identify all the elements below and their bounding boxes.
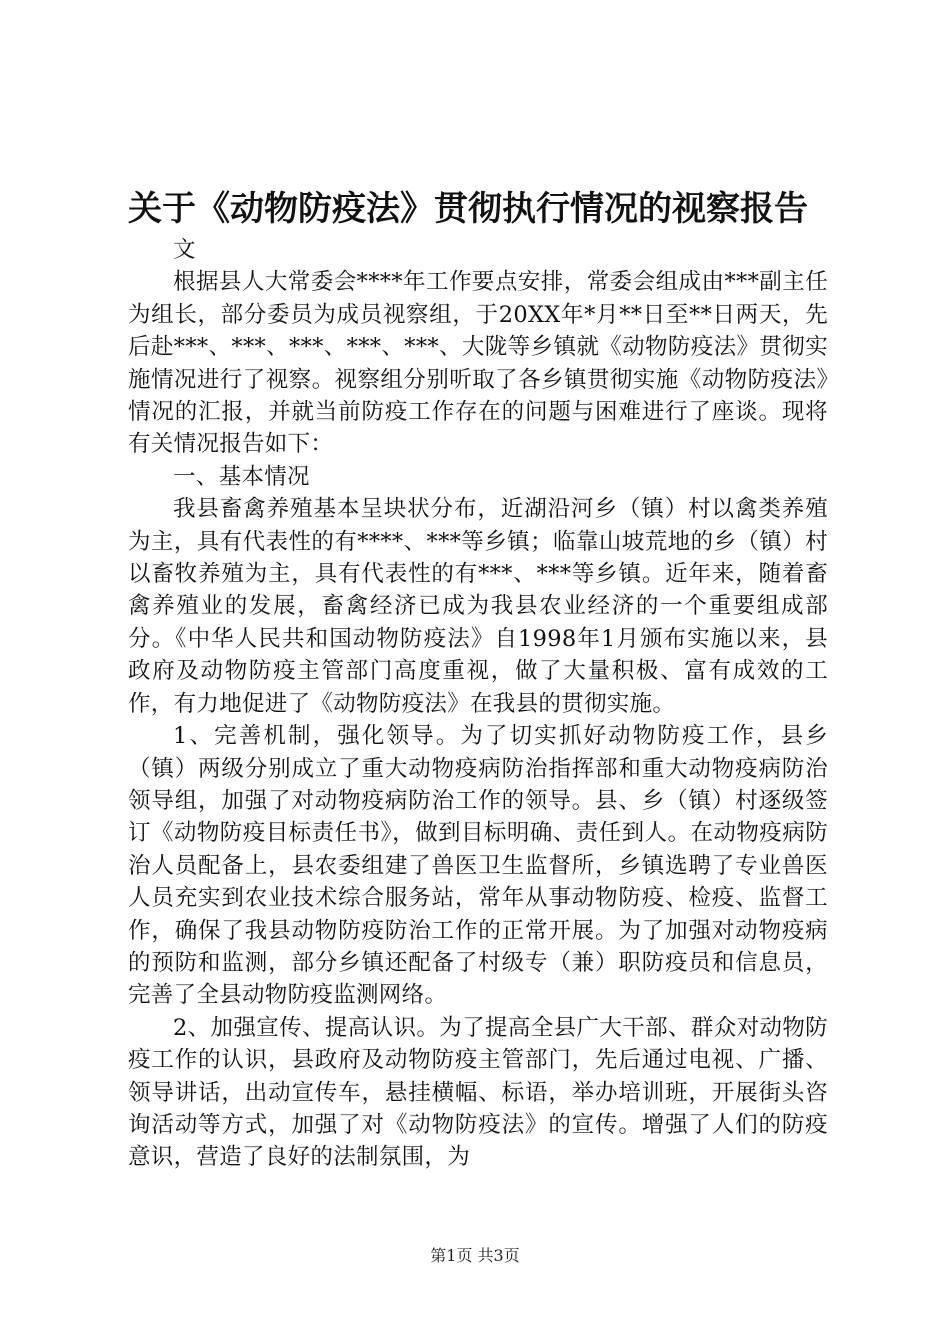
- item-1-paragraph: 1、完善机制，强化领导。为了切实抓好动物防疫工作，县乡（镇）两级分别成立了重大动物疫病防治指挥部和重大动物疫病防治领导组，加强了对动物疫病防治工作的领导。县、乡（镇）村逐级签订《动物防疫目标责任书》，做到目标明确、责任到人。在动物疫病防治人员配备上，县农委组建了兽医卫生监督所，乡镇选聘了专业兽医人员充实到农业技术综合服务站，常年从事动物防疫、检疫、监督工作，确保了我县动物防疫防治工作的正常开展。为了加强对动物疫病的预防和监测，部分乡镇还配备了村级专（兼）职防疫员和信息员，完善了全县动物防疫监测网络。: [128, 723, 828, 1009]
- document-title: 关于《动物防疫法》贯彻执行情况的视察报告: [128, 189, 808, 229]
- basic-situation-paragraph: 我县畜禽养殖基本呈块状分布，近湖沿河乡（镇）村以禽类养殖为主，具有代表性的有****、***等乡镇；临靠山坡荒地的乡（镇）村以畜牧养殖为主，具有代表性的有***、***等乡镇。近年来，随着畜禽养殖业的发展，畜禽经济已成为我县农业经济的一个重要组成部分。《中华人民共和国动物防疫法》自1998年1月颁布实施以来，县政府及动物防疫主管部门高度重视，做了大量积极、富有成效的工作，有力地促进了《动物防疫法》在我县的贯彻实施。: [128, 496, 828, 717]
- intro-paragraph: 根据县人大常委会****年工作要点安排，常委会组成由***副主任为组长，部分委员为成员视察组，于20XX年*月**日至**日两天，先后赴***、***、***、***、***、大陇等乡镇就《动物防疫法》贯彻实施情况进行了视察。视察组分别听取了各乡镇贯彻实施《动物防疫法》情况的汇报，并就当前防疫工作存在的问题与困难进行了座谈。现将有关情况报告如下：: [128, 269, 828, 458]
- document-body: [128, 234, 828, 1174]
- item-2-paragraph: 2、加强宣传、提高认识。为了提高全县广大干部、群众对动物防疫工作的认识，县政府及动物防疫主管部门，先后通过电视、广播、领导讲话，出动宣传车，悬挂横幅、标语，举办培训班，开展街头咨询活动等方式，加强了对《动物防疫法》的宣传。增强了人们的防疫意识，营造了良好的法制氛围，为: [128, 1014, 828, 1171]
- page-indicator: 第1页 共3页: [430, 1246, 520, 1265]
- section-heading-basic-situation: 一、基本情况: [173, 463, 310, 490]
- author-line: 文: [173, 237, 196, 263]
